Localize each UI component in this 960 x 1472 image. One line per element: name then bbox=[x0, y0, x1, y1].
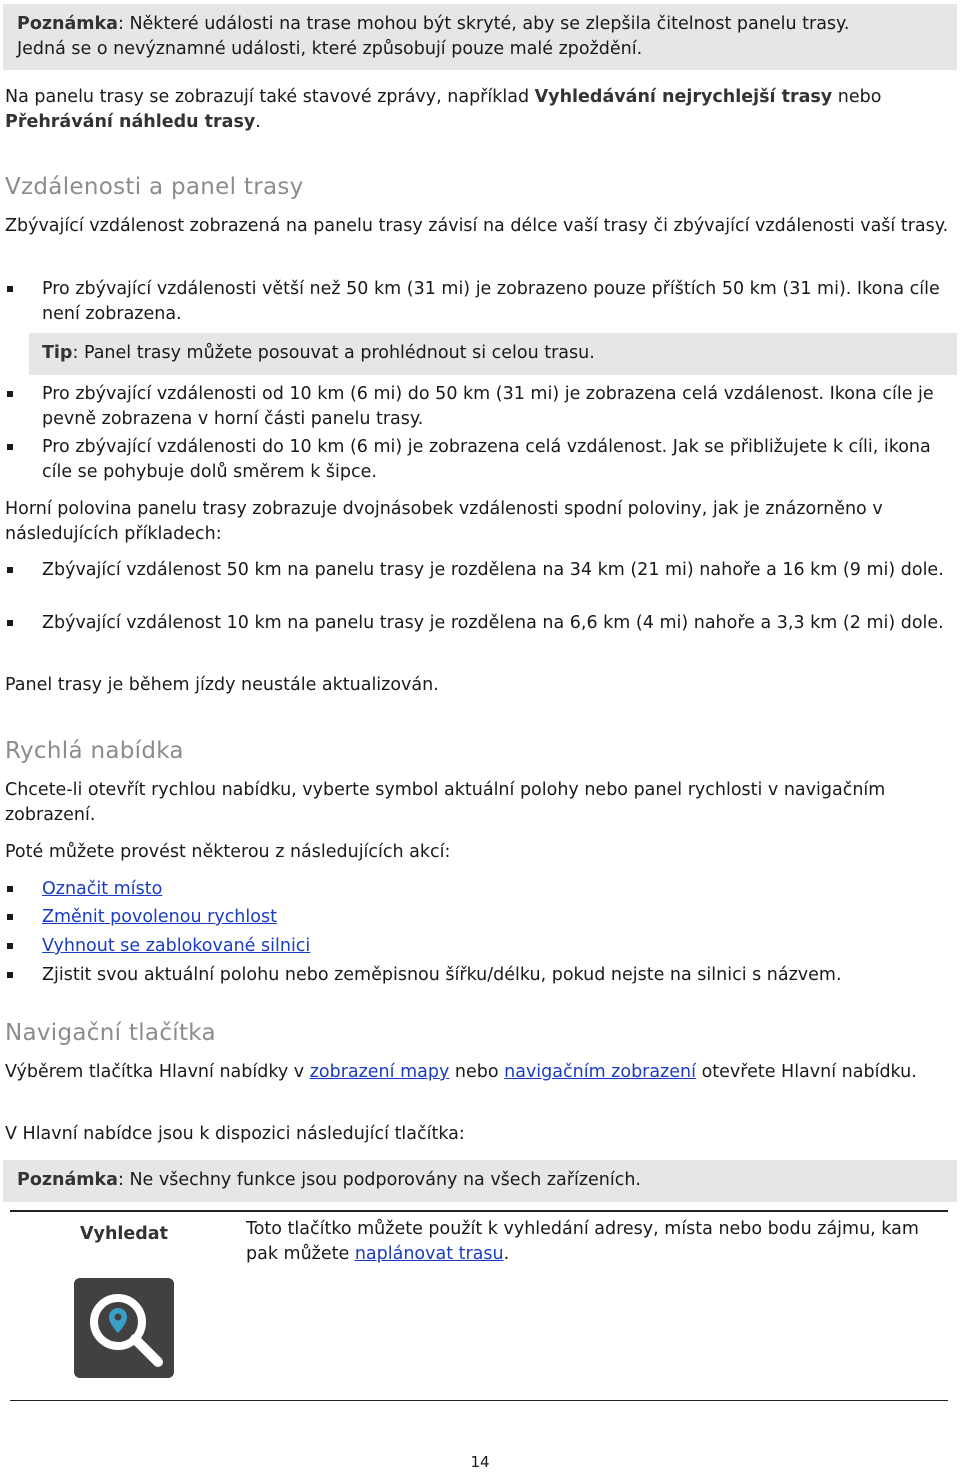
list-item bbox=[5, 435, 957, 485]
bullet-square bbox=[7, 391, 13, 397]
list-item bbox=[5, 558, 957, 583]
link-avoid-blocked-road[interactable]: Vyhnout se zablokované silnici bbox=[42, 936, 311, 956]
table-top-rule bbox=[10, 1210, 948, 1212]
list-item-text: Pro zbývající vzdálenosti větší než 50 km (31 mi) je zobrazeno pouze příštích 50 km (31 mi). Ikona cíle není zobrazena. bbox=[42, 279, 940, 324]
bullet-square bbox=[7, 972, 13, 978]
page-number: 14 bbox=[470, 1453, 490, 1471]
tip-text: Panel trasy můžete posouvat a prohlédnout si celou trasu. bbox=[83, 343, 595, 363]
note-text-line2: Jedná se o nevýznamné události, které způsobují pouze malé zpoždění. bbox=[17, 39, 643, 59]
intro-bold-status2: Přehrávání náhledu trasy bbox=[5, 112, 256, 132]
table-button-description bbox=[246, 1217, 946, 1267]
bullet-square bbox=[7, 914, 13, 920]
link-mark-location[interactable]: Označit místo bbox=[42, 879, 163, 899]
section2-paragraph2: Poté můžete provést některou z následujících akcí: bbox=[5, 842, 451, 862]
section2-paragraph: Chcete-li otevřít rychlou nabídku, vyberte symbol aktuální polohy nebo panel rychlosti v navigačním zobrazení. bbox=[5, 780, 886, 825]
section3-paragraph2: V Hlavní nabídce jsou k dispozici následující tlačítka: bbox=[5, 1124, 465, 1144]
section3-text-mid: nebo bbox=[449, 1062, 505, 1082]
section1-paragraph2: Horní polovina panelu trasy zobrazuje dvojnásobek vzdálenosti spodní poloviny, jak je znázorněno v následujících příkladech: bbox=[5, 499, 883, 544]
list-item bbox=[5, 934, 957, 959]
list-item-text: Zbývající vzdálenost 50 km na panelu trasy je rozdělena na 34 km (21 mi) nahoře a 16 km (9 mi) dole. bbox=[42, 560, 944, 580]
list-item bbox=[5, 905, 957, 930]
bullet-square bbox=[7, 886, 13, 892]
intro-paragraph bbox=[5, 85, 957, 135]
list-item-text: Pro zbývající vzdálenosti od 10 km (6 mi) do 50 km (31 mi) je zobrazena celá vzdálenost. Ikona cíle je pevně zobrazena v horní části panelu trasy. bbox=[42, 384, 934, 429]
list-item bbox=[5, 963, 957, 988]
section3-paragraph bbox=[5, 1060, 957, 1085]
tip-box: Tip: Panel trasy můžete posouvat a prohlédnout si celou trasu. bbox=[29, 333, 957, 375]
search-button-tile[interactable] bbox=[74, 1278, 174, 1378]
section-heading-quick-menu: Rychlá nabídka bbox=[5, 738, 184, 764]
bullet-square bbox=[7, 444, 13, 450]
list-item-text: Pro zbývající vzdálenosti do 10 km (6 mi) je zobrazena celá vzdálenost. Jak se přibližujete k cíli, ikona cíle se pohybuje dolů směrem k šipce. bbox=[42, 437, 931, 482]
intro-bold-status1: Vyhledávání nejrychlejší trasy bbox=[534, 87, 833, 107]
list-item-text: Zjistit svou aktuální polohu nebo zeměpisnou šířku/délku, pokud nejste na silnici s názvem. bbox=[42, 965, 842, 985]
list-item bbox=[5, 382, 957, 432]
intro-text-mid: nebo bbox=[832, 87, 882, 107]
link-plan-route[interactable]: naplánovat trasu bbox=[354, 1244, 504, 1264]
section3-text: Výběrem tlačítka Hlavní nabídky v bbox=[5, 1062, 310, 1082]
list-item bbox=[5, 611, 957, 636]
list-item bbox=[5, 877, 957, 902]
note-text-line1: Některé události na trase mohou být skryté, aby se zlepšila čitelnost panelu trasy. bbox=[129, 14, 850, 34]
link-map-view[interactable]: zobrazení mapy bbox=[309, 1062, 450, 1082]
bullet-square bbox=[7, 620, 13, 626]
link-change-speed-limit[interactable]: Změnit povolenou rychlost bbox=[42, 907, 277, 927]
bullet-square bbox=[7, 567, 13, 573]
section3-text-post: otevřete Hlavní nabídku. bbox=[696, 1062, 917, 1082]
link-guidance-view[interactable]: navigačním zobrazení bbox=[504, 1062, 697, 1082]
section-heading-distances: Vzdálenosti a panel trasy bbox=[5, 174, 304, 200]
table-bottom-rule bbox=[10, 1400, 948, 1401]
intro-text-post: . bbox=[255, 112, 261, 132]
tip-label: Tip bbox=[42, 343, 73, 363]
intro-text: Na panelu trasy se zobrazují také stavové zprávy, například bbox=[5, 87, 535, 107]
note-label: Poznámka bbox=[17, 1170, 118, 1190]
section1-paragraph: Zbývající vzdálenost zobrazená na panelu trasy závisí na délce vaší trasy či zbývající vzdálenosti vaší trasy. bbox=[5, 216, 949, 236]
note-box-devices: Poznámka: Ne všechny funkce jsou podporovány na všech zařízeních. bbox=[3, 1160, 957, 1202]
search-pin-icon bbox=[74, 1278, 174, 1378]
note-label: Poznámka bbox=[17, 14, 118, 34]
table-desc-text: Toto tlačítko můžete použít k vyhledání adresy, místa nebo bodu zájmu, kam pak můžete bbox=[246, 1219, 919, 1264]
list-item bbox=[5, 277, 957, 327]
section1-paragraph3: Panel trasy je během jízdy neustále aktualizován. bbox=[5, 675, 439, 695]
bullet-square bbox=[7, 286, 13, 292]
note-text: Ne všechny funkce jsou podporovány na všech zařízeních. bbox=[129, 1170, 641, 1190]
bullet-square bbox=[7, 943, 13, 949]
table-button-name: Vyhledat bbox=[80, 1224, 168, 1244]
note-box-top: Poznámka: Některé události na trase mohou být skryté, aby se zlepšila čitelnost panelu trasy. Jedná se o nevýznamné události, které způsobují pouze malé zpoždění. bbox=[3, 4, 957, 70]
section-heading-nav-buttons: Navigační tlačítka bbox=[5, 1020, 216, 1046]
table-desc-text-post: . bbox=[503, 1244, 510, 1264]
list-item-text: Zbývající vzdálenost 10 km na panelu trasy je rozdělena na 6,6 km (4 mi) nahoře a 3,3 km (2 mi) dole. bbox=[42, 613, 944, 633]
